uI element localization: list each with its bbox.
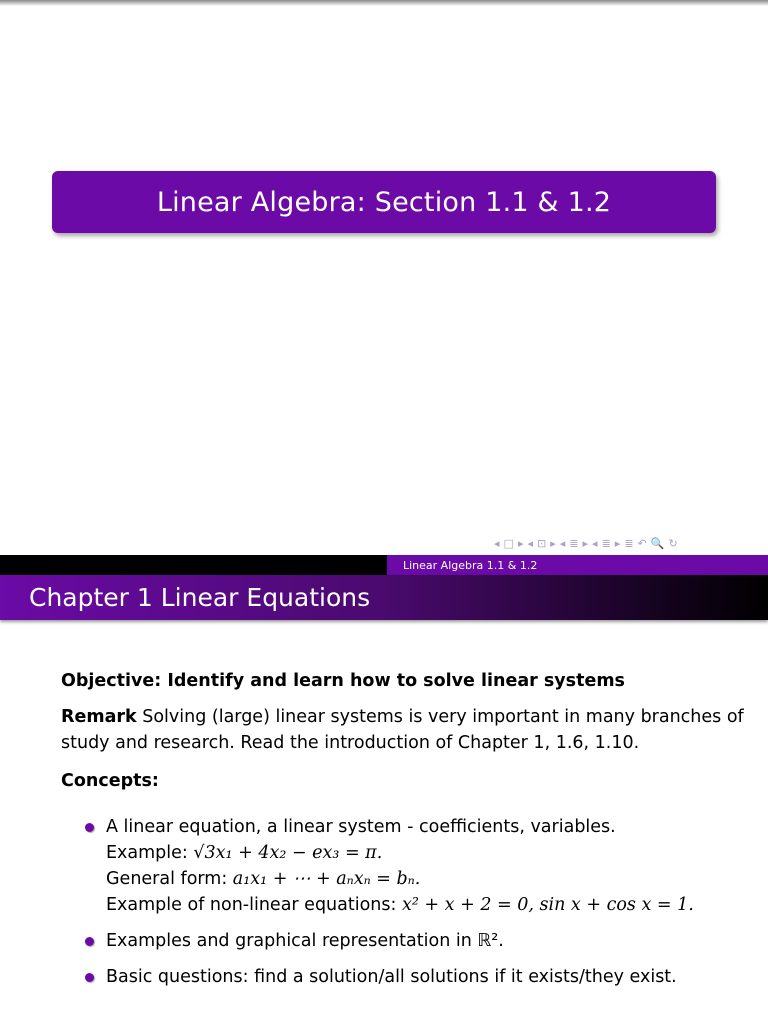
remark-label: Remark	[61, 707, 137, 727]
general-form-label: General form:	[106, 869, 233, 889]
frame-title: Chapter 1 Linear Equations	[29, 583, 371, 612]
example-equation: √3x₁ + 4x₂ − ex₃ = π.	[193, 843, 383, 863]
nonlinear-line	[106, 892, 751, 918]
header-label: Linear Algebra 1.1 & 1.2	[403, 558, 538, 572]
remark-text: Solving (large) linear systems is very important in many branches of study and research. Read the introduction of Chapter 1, 1.6, 1.10.	[61, 707, 744, 753]
nav-prev-frame-icon[interactable]: ◂	[494, 536, 500, 550]
nav-next-section-icon[interactable]: ▸	[582, 536, 589, 550]
concepts-heading: Concepts:	[61, 771, 159, 791]
nav-subsection-icon[interactable]: ⊡	[537, 536, 547, 550]
list-item	[85, 814, 751, 918]
nav-section-icon[interactable]: ≣	[569, 536, 579, 550]
frame-title-bar	[0, 575, 768, 620]
list-item	[85, 928, 751, 954]
nav-appendix-icon[interactable]: ≣	[624, 536, 634, 550]
remark-paragraph	[61, 704, 751, 756]
bullet-icon	[85, 937, 94, 946]
nav-next-doc-icon[interactable]: ▸	[614, 536, 621, 550]
nav-next-frame-icon[interactable]: ▸	[517, 536, 524, 550]
bullet-main-text: A linear equation, a linear system - coefficients, variables.	[106, 817, 616, 837]
slide-header-strip	[0, 555, 768, 575]
nonlinear-label: Example of non-linear equations:	[106, 895, 402, 915]
general-form-line	[106, 866, 751, 892]
beamer-navigation-bar[interactable]	[494, 535, 768, 551]
bullet-icon	[85, 973, 94, 982]
nonlinear-equations: x² + x + 2 = 0, sin x + cos x = 1.	[401, 895, 694, 915]
nav-frame-icon[interactable]: □	[503, 536, 514, 550]
header-left-block	[0, 555, 387, 575]
list-item	[85, 964, 751, 990]
slide-content	[61, 668, 751, 1000]
nav-search-icon[interactable]: 🔍	[650, 536, 665, 550]
example-label: Example:	[106, 843, 194, 863]
nav-forward-icon[interactable]: ↻	[668, 536, 678, 550]
header-right-block	[387, 555, 768, 575]
slide-title: Linear Algebra: Section 1.1 & 1.2	[156, 186, 612, 218]
bullet-main-text: Basic questions: find a solution/all solutions if it exists/they exist.	[106, 967, 677, 987]
bullet-icon	[85, 823, 94, 832]
bullet-main-text: Examples and graphical representation in ℝ².	[106, 931, 504, 951]
page-top-edge	[0, 0, 768, 6]
nav-next-subsection-icon[interactable]: ▸	[550, 536, 556, 550]
concepts-list	[85, 814, 751, 990]
example-line	[106, 840, 751, 866]
general-form-equation: a₁x₁ + ⋯ + aₙxₙ = bₙ.	[232, 869, 421, 889]
nav-prev-subsection-icon[interactable]: ◂	[527, 536, 533, 550]
nav-back-icon[interactable]: ↶	[637, 536, 647, 550]
objective-text: Objective: Identify and learn how to solve linear systems	[61, 671, 625, 691]
slide-title-box	[52, 171, 716, 233]
nav-prev-doc-icon[interactable]: ◂	[592, 536, 598, 550]
nav-prev-section-icon[interactable]: ◂	[559, 536, 566, 550]
nav-doc-icon[interactable]: ≣	[601, 536, 611, 550]
